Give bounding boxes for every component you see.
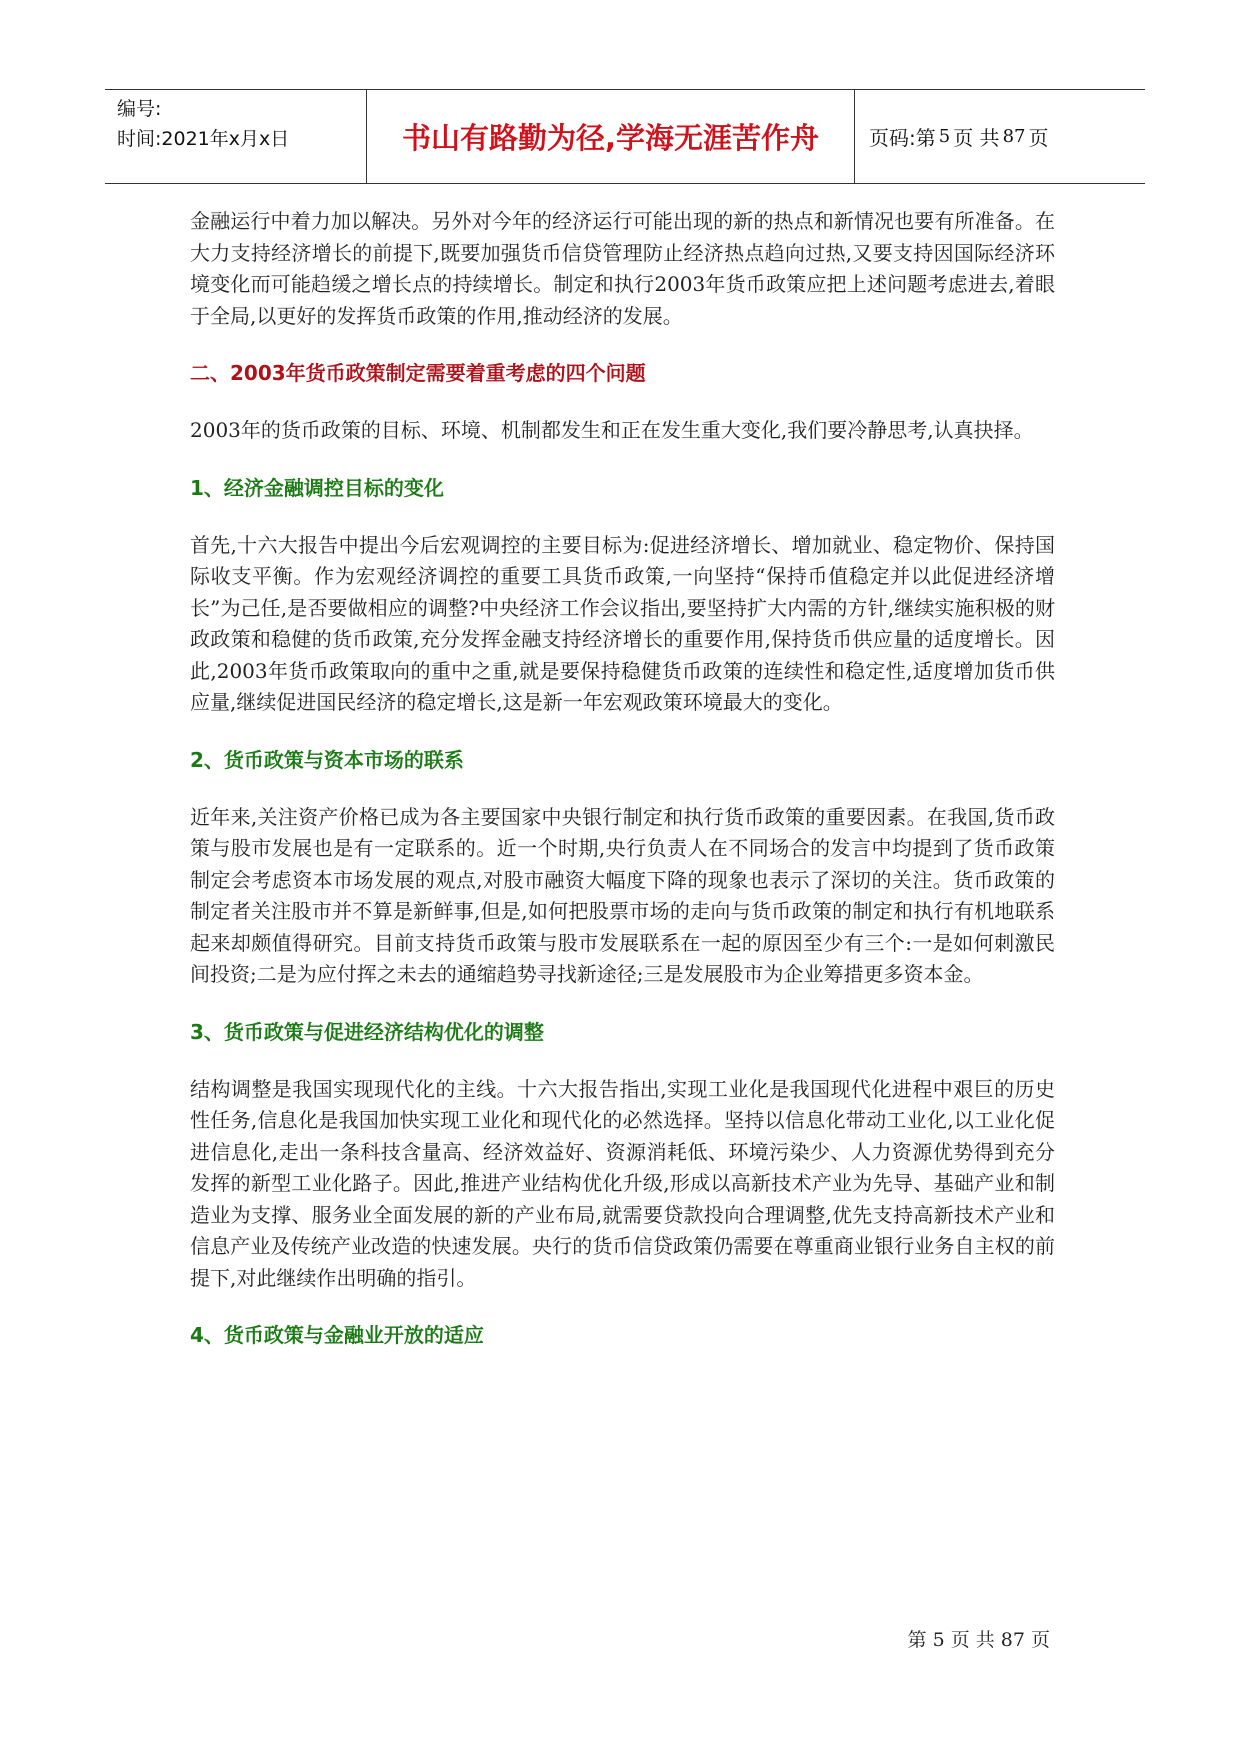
subheading-4: 4、货币政策与金融业开放的适应	[190, 1323, 484, 1347]
subheading-2: 2、货币政策与资本市场的联系	[190, 747, 464, 772]
paragraph-1: 首先,十六大报告中提出今后宏观调控的主要目标为:促进经济增长、增加就业、稳定物价、保持国际收支平衡。作为宏观经济调控的重要工具货币政策,一向坚持“保持币值稳定并以此促进经济增长”为己任,是否要做相应的调整?中央经济工作会议指出,要坚持扩大内需的方针,继续实施积极的财政政策和稳健的货币政策,充分发挥金融支持经济增长的重要作用,保持货币供应量的适度增长。因此,2003年货币政策取向的重中之重,就是要保持稳健货币政策的连续性和稳定性,适度增加货币供应量,继续促进国民经济的稳定增长,这是新一年宏观政策环境最大的变化。	[190, 532, 1055, 714]
paragraph-2: 近年来,关注资产价格已成为各主要国家中央银行制定和执行货币政策的重要因素。在我国,货币政策与股市发展也是有一定联系的。近一个时期,央行负责人在不同场合的发言中均提到了货币政策制定会考虑资本市场发展的观点,对股市融资大幅度下降的现象也表示了深切的关注。货币政策的制定者关注股市并不算是新鲜事,但是,如何把股票市场的走向与货币政策的制定和执行有机地联系起来却颇值得研究。目前支持货币政策与股市发展联系在一起的原因至少有三个:一是如何刺激民间投资;二是为应付挥之未去的通缩趋势寻找新途径;三是发展股市为企业筹措更多资本金。	[190, 804, 1055, 986]
header-page-info	[855, 90, 1145, 183]
page-suffix: 页	[1028, 126, 1049, 150]
header-motto: 书山有路勤为径,学海无涯苦作舟	[367, 90, 855, 183]
serial-label: 编号:	[117, 98, 162, 120]
page-mid: 页 共	[953, 126, 1000, 150]
subheading-3: 3、货币政策与促进经济结构优化的调整	[190, 1019, 544, 1044]
page-footer: 第 5 页 共 87 页	[907, 1629, 1050, 1651]
page-number: 5	[938, 126, 951, 147]
paragraph-3: 结构调整是我国实现现代化的主线。十六大报告指出,实现工业化是我国现代化进程中艰巨的历史性任务,信息化是我国加快实现工业化和现代化的必然选择。坚持以信息化带动工业化,以工业化促进信息化,走出一条科技含量高、经济效益好、资源消耗低、环境污染少、人力资源优势得到充分发挥的新型工业化路子。因此,推进产业结构优化升级,形成以高新技术产业为先导、基础产业和制造业为支撑、服务业全面发展的新的产业布局,就需要贷款投向合理调整,优先支持高新技术产业和信息产业及传统产业改造的快速发展。央行的货币信贷政策仍需要在尊重商业银行业务自主权的前提下,对此继续作出明确的指引。	[190, 1076, 1055, 1290]
page-total: 87	[1002, 126, 1026, 147]
page-prefix: 页码:第	[869, 126, 936, 150]
page-header	[105, 89, 1145, 184]
time-line: 时间:2021年x月x日	[117, 128, 290, 150]
section-title: 二、2003年货币政策制定需要着重考虑的四个问题	[190, 361, 646, 385]
paragraph-section-intro: 2003年的货币政策的目标、环境、机制都发生和正在发生重大变化,我们要冷静思考,认真抉择。	[190, 418, 1034, 442]
subheading-1: 1、经济金融调控目标的变化	[190, 475, 444, 500]
document-body	[190, 206, 1055, 1377]
header-meta	[105, 90, 367, 183]
paragraph-intro: 金融运行中着力加以解决。另外对今年的经济运行可能出现的新的热点和新情况也要有所准备。在大力支持经济增长的前提下,既要加强货币信贷管理防止经济热点趋向过热,又要支持因国际经济环境变化而可能趋缓之增长点的持续增长。制定和执行2003年货币政策应把上述问题考虑进去,着眼于全局,以更好的发挥货币政策的作用,推动经济的发展。	[190, 209, 1055, 328]
